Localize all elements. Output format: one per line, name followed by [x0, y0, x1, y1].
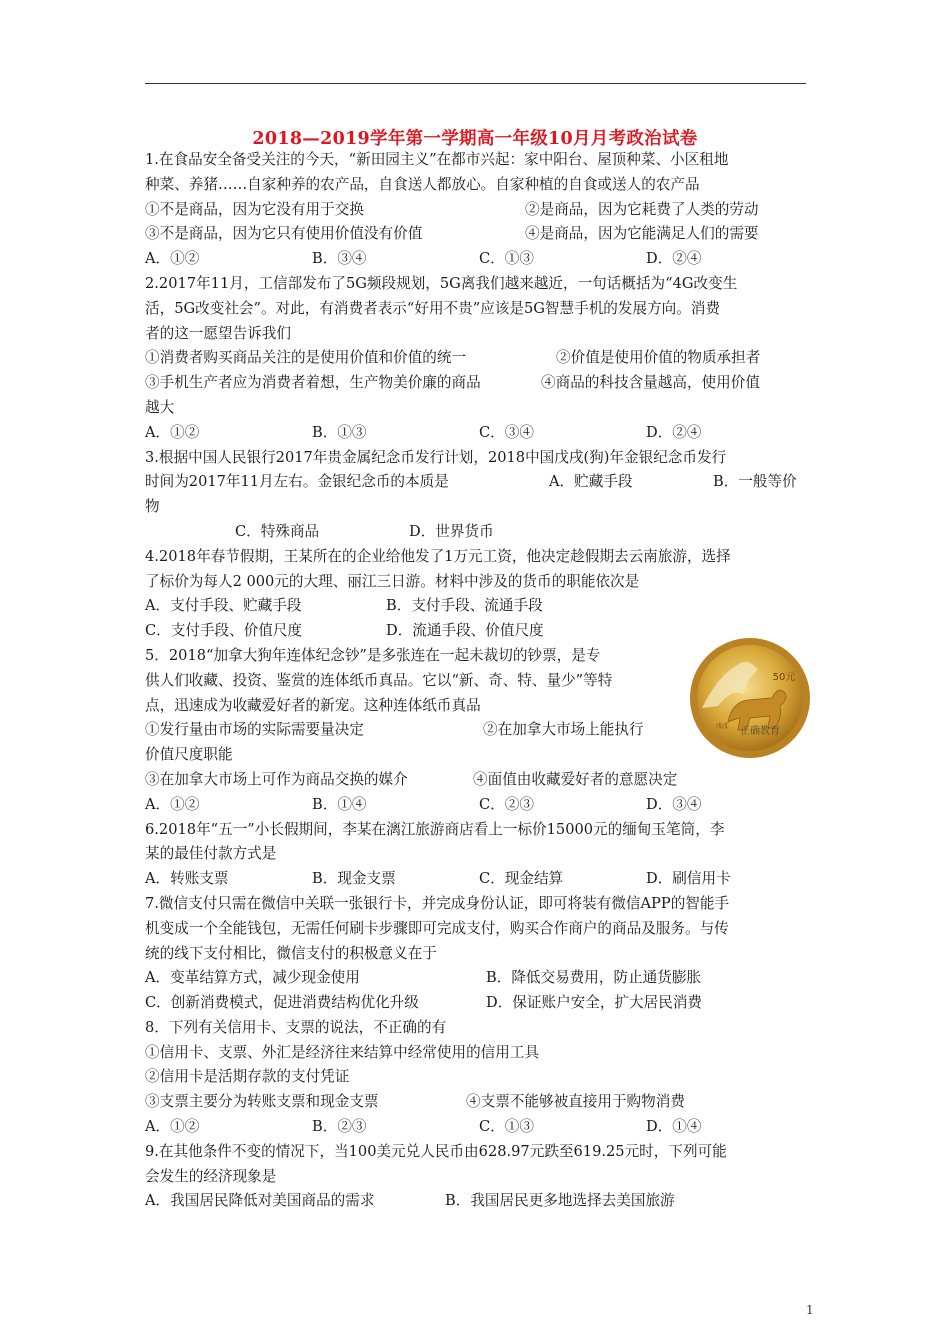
choice-b: B．一般等价 [713, 473, 797, 491]
question-5-answers [145, 793, 813, 818]
option-2: ②信用卡是活期存款的支付凭证 [145, 1068, 350, 1086]
choice-c: C．①③ [479, 250, 534, 268]
question-2-stem: 活，5G改变社会”。对此，有消费者表示“好用不贵”应该是5G智慧手机的发展方向。消费 [145, 299, 721, 317]
choice-b: B．②③ [312, 1118, 367, 1136]
choice-c: C．支付手段、价值尺度 [145, 622, 303, 640]
question-3-stem: 时间为2017年11月左右。金银纪念币的本质是 [145, 473, 449, 491]
option-2: ②在加拿大市场上能执行 [483, 721, 644, 739]
question-2-option-continued: 越大 [145, 398, 175, 416]
question-7-answers [145, 966, 813, 991]
choice-d: D．③④ [646, 795, 702, 813]
option-1: ①发行量由市场的实际需要量决定 [145, 721, 364, 739]
question-5-stem: 5．2018“加拿大狗年连体纪念钞”是多张连在一起未裁切的钞票，是专 [145, 646, 601, 664]
option-3: ③在加拿大市场上可作为商品交换的媒介 [145, 770, 408, 788]
question-7-answers [145, 991, 813, 1016]
option-2: ②价值是使用价值的物质承担者 [556, 349, 761, 367]
coin-denomination: 50元 [772, 672, 796, 683]
option-4: ④是商品，因为它能满足人们的需要 [525, 225, 759, 243]
choice-d: D．②④ [646, 423, 702, 441]
choice-b: B．降低交易费用，防止通货膨胀 [486, 969, 702, 987]
question-6-stem: 6.2018年“五一”小长假期间，李某在漓江旅游商店看上一标价15000元的缅甸玉笔筒，李 [145, 820, 725, 838]
question-5-options-row [145, 768, 813, 793]
coin-stamp: 戊戌 [716, 723, 729, 730]
choice-b: B．③④ [312, 250, 367, 268]
question-2-options-row [145, 371, 813, 396]
question-1-options-row [145, 198, 813, 223]
choice-c: C．特殊商品 [235, 522, 320, 540]
option-4: ④支票不能够被直接用于购物消费 [466, 1093, 685, 1111]
question-8-answers [145, 1115, 813, 1140]
choice-b: B．现金支票 [312, 870, 396, 888]
choice-a: A．贮藏手段 [549, 473, 633, 491]
choice-c: C．②③ [479, 795, 534, 813]
question-7-stem: 统的线下支付相比，微信支付的积极意义在于 [145, 944, 437, 962]
choice-b: B．我国居民更多地选择去美国旅游 [445, 1192, 675, 1210]
choice-a: A．①② [145, 795, 200, 813]
exam-title: 2018—2019学年第一学期高一年级10月月考政治试卷 [252, 129, 698, 149]
option-3: ③支票主要分为转账支票和现金支票 [145, 1093, 379, 1111]
question-8-options-row [145, 1090, 813, 1115]
choice-b: B．①④ [312, 795, 367, 813]
choice-d: D．刷信用卡 [646, 870, 731, 888]
choice-a: A．①② [145, 1118, 200, 1136]
question-5-stem: 点，迅速成为收藏爱好者的新宠。这种连体纸币真品 [145, 696, 481, 714]
question-2-answers [145, 421, 813, 446]
question-3-stem: 3.根据中国人民银行2017年贵金属纪念币发行计划，2018中国戊戌(狗)年金银纪念币发行 [145, 448, 727, 466]
option-4: ④面值由收藏爱好者的意愿决定 [473, 770, 678, 788]
page-number: 1 [806, 1303, 814, 1317]
question-2-stem: 者的这一愿望告诉我们 [145, 324, 291, 342]
question-4-stem: 了标价为每人2 000元的大理、丽江三日游。材料中涉及的货币的职能依次是 [145, 572, 640, 590]
choice-c: C．创新消费模式，促进消费结构优化升级 [145, 994, 419, 1012]
question-7-stem: 机变成一个全能钱包，无需任何刷卡步骤即可完成支付，购买合作商户的商品及服务。与传 [145, 919, 729, 937]
question-3-answers [145, 520, 813, 545]
option-1: ①不是商品，因为它没有用于交换 [145, 200, 364, 218]
option-4: ④商品的科技含量越高，使用价值 [541, 374, 760, 392]
question-4-stem: 4.2018年春节假期，王某所在的企业给他发了1万元工资，他决定趁假期去云南旅游，选择 [145, 547, 731, 565]
question-3-stem-row [145, 470, 813, 495]
question-6-stem: 某的最佳付款方式是 [145, 845, 277, 863]
question-7-stem: 7.微信支付只需在微信中关联一张银行卡，并完成身份认证，即可将装有微信APP的智能手 [145, 894, 730, 912]
choice-a: A．①② [145, 423, 200, 441]
choice-c: C．③④ [479, 423, 534, 441]
choice-a: A．我国居民降低对美国商品的需求 [145, 1192, 375, 1210]
choice-a: A．变革结算方式，减少现金使用 [145, 969, 360, 987]
commemorative-coin-image [688, 636, 812, 760]
choice-d: D．世界货币 [409, 522, 494, 540]
option-3: ③手机生产者应为消费者着想，生产物美价廉的商品 [145, 374, 481, 392]
choice-a: A．支付手段、贮藏手段 [145, 597, 302, 615]
choice-d: D．①④ [646, 1118, 702, 1136]
question-9-stem: 9.在其他条件不变的情况下，当100美元兑人民币由628.97元跌至619.25元时，下列可能 [145, 1142, 727, 1160]
header-rule [145, 83, 806, 84]
option-1: ①信用卡、支票、外汇是经济往来结算中经常使用的信用工具 [145, 1043, 540, 1061]
watermark: 正确教育 [740, 726, 780, 737]
choice-a: A．①② [145, 250, 200, 268]
question-8-stem: 8．下列有关信用卡、支票的说法，不正确的有 [145, 1018, 447, 1036]
question-4-answers [145, 594, 813, 619]
question-5-option-continued: 价值尺度职能 [145, 746, 233, 764]
question-3-option-continued: 物 [145, 498, 160, 516]
question-1-options-row [145, 222, 813, 247]
choice-b: B．①③ [312, 423, 367, 441]
choice-d: D．流通手段、价值尺度 [386, 622, 544, 640]
question-9-stem: 会发生的经济现象是 [145, 1167, 277, 1185]
question-9-answers [145, 1189, 813, 1214]
choice-c: C．现金结算 [479, 870, 564, 888]
option-1: ①消费者购买商品关注的是使用价值和价值的统一 [145, 349, 467, 367]
question-5-stem: 供人们收藏、投资、鉴赏的连体纸币真品。它以“新、奇、特、量少”等特 [145, 671, 613, 689]
option-3: ③不是商品，因为它只有使用价值没有价值 [145, 225, 423, 243]
question-1-stem: 种菜、养猪……自家种养的农产品，自食送人都放心。自家种植的自食或送人的农产品 [145, 175, 700, 193]
question-1-stem: 1.在食品安全备受关注的今天，“新田园主义”在都市兴起：家中阳台、屋顶种菜、小区租地 [145, 151, 729, 168]
choice-d: D．②④ [646, 250, 702, 268]
question-2-stem: 2.2017年11月，工信部发布了5G频段规划，5G离我们越来越近，一句话概括为“4G改变生 [145, 274, 738, 292]
question-2-options-row [145, 346, 813, 371]
choice-a: A．转账支票 [145, 870, 229, 888]
choice-c: C．①③ [479, 1118, 534, 1136]
question-1-answers [145, 247, 813, 272]
question-6-answers [145, 867, 813, 892]
choice-d: D．保证账户安全，扩大居民消费 [486, 994, 703, 1012]
option-2: ②是商品，因为它耗费了人类的劳动 [525, 200, 759, 218]
choice-b: B．支付手段、流通手段 [386, 597, 543, 615]
